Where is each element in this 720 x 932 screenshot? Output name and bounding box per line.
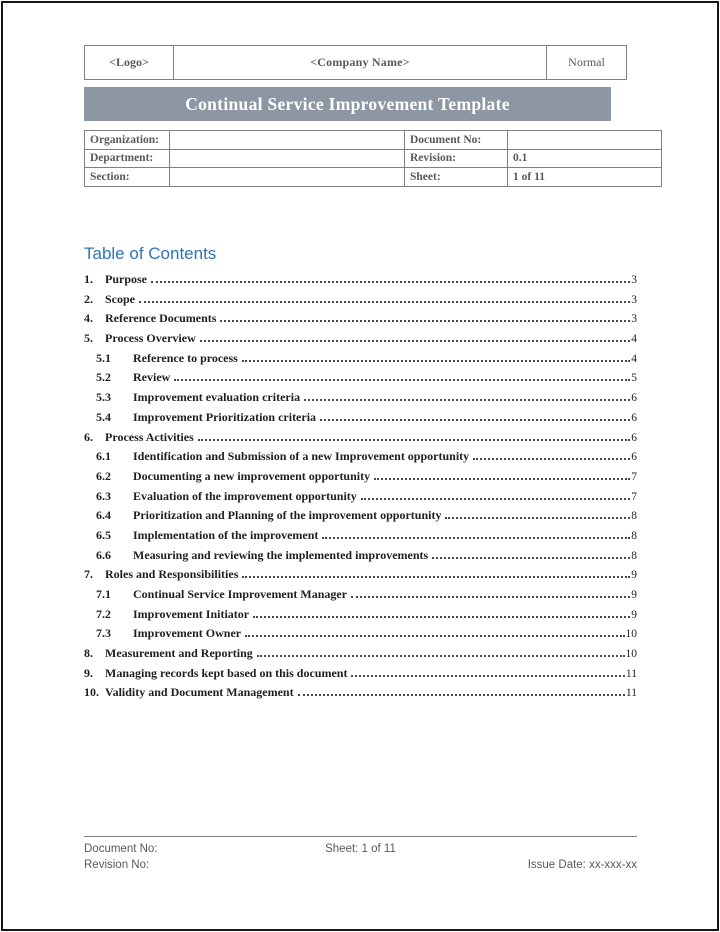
toc-entry-label: Roles and Responsibilities <box>105 567 239 582</box>
toc-entry-page: 9 <box>631 589 637 601</box>
toc-entry[interactable] <box>84 370 637 390</box>
toc-entry-label: Identification and Submission of a new Improvement opportunity <box>133 449 470 464</box>
toc-dot-leader <box>200 340 631 342</box>
document-info-table <box>84 130 662 187</box>
toc-entry-label: Documenting a new improvement opportunity <box>133 468 371 483</box>
info-label-left: Section: <box>85 168 170 187</box>
toc-entry[interactable] <box>84 430 637 450</box>
company-name-placeholder[interactable]: <Company Name> <box>174 46 547 80</box>
toc-entry-label: Implementation of the improvement <box>133 527 319 542</box>
toc-entry-label: Scope <box>105 291 135 306</box>
toc-entry-page: 4 <box>631 352 637 365</box>
toc-dot-leader <box>151 281 630 283</box>
toc-entry[interactable] <box>84 607 637 627</box>
toc-entry-number: 4. <box>84 311 93 326</box>
toc-entry-label: Improvement Initiator <box>133 606 250 621</box>
toc-entry-number: 7. <box>84 567 93 582</box>
toc-entry-number: 5.1 <box>96 350 111 365</box>
info-value-right[interactable]: 0.1 <box>508 149 662 168</box>
toc-dot-leader <box>242 360 630 362</box>
toc-entry-number: 8. <box>84 646 93 661</box>
toc-entry-number: 9. <box>84 665 93 680</box>
toc-entry[interactable] <box>84 587 637 607</box>
toc-title: Table of Contents <box>84 244 217 263</box>
toc-entry-page: 8 <box>631 529 637 542</box>
toc-entry-label: Improvement evaluation criteria <box>133 390 301 405</box>
info-value-left[interactable] <box>170 131 405 150</box>
toc-entry-page: 10 <box>625 628 637 641</box>
toc-entry-page: 11 <box>625 687 637 700</box>
toc-entry-page: 7 <box>631 470 637 483</box>
toc-entry-label: Reference to process <box>133 350 238 365</box>
toc-entry[interactable] <box>84 410 637 430</box>
toc-entry[interactable] <box>84 272 637 292</box>
toc-entry-page: 6 <box>631 411 637 424</box>
toc-entry-page: 6 <box>631 392 637 405</box>
info-label-right: Document No: <box>405 131 508 150</box>
toc-entry[interactable] <box>84 331 637 351</box>
toc-dot-leader <box>257 655 625 657</box>
footer-issue-date: Issue Date: xx-xxx-xx <box>527 859 637 871</box>
toc-entry-page: 9 <box>631 608 637 621</box>
toc-entry-number: 7.2 <box>96 606 111 621</box>
toc-entry-label: Review <box>133 370 171 385</box>
info-value-left[interactable] <box>170 168 405 187</box>
toc-entry-label: Validity and Document Management <box>105 685 294 700</box>
toc-entry-number: 5.4 <box>96 409 111 424</box>
info-row <box>85 149 662 168</box>
toc-entry-label: Purpose <box>105 272 147 286</box>
toc-entry-number: 6.4 <box>96 508 111 523</box>
toc-entry-page: 3 <box>631 274 637 286</box>
toc-entry-label: Process Overview <box>105 331 196 346</box>
toc-entry-label: Evaluation of the improvement opportunity <box>133 488 357 503</box>
toc-dot-leader <box>139 301 630 303</box>
toc-entry-label: Prioritization and Planning of the improvement opportunity <box>133 508 442 523</box>
toc-entry-number: 6. <box>84 429 93 444</box>
toc-entry[interactable] <box>84 567 637 587</box>
toc-entry[interactable] <box>84 646 637 666</box>
toc-entry[interactable] <box>84 390 637 410</box>
toc-entry-page: 5 <box>631 372 637 385</box>
toc-entry-label: Improvement Prioritization criteria <box>133 409 317 424</box>
document-title: Continual Service Improvement Template <box>185 93 510 114</box>
toc-dot-leader <box>242 576 630 578</box>
toc-entry-page: 9 <box>631 569 637 582</box>
toc-entry[interactable] <box>84 685 637 705</box>
toc-entry-number: 6.1 <box>96 449 111 464</box>
toc-entry-number: 6.2 <box>96 468 111 483</box>
toc-dot-leader <box>322 537 630 539</box>
toc-entry-number: 5. <box>84 331 93 346</box>
logo-placeholder[interactable]: <Logo> <box>85 46 174 80</box>
footer-spacer <box>453 841 637 857</box>
toc-entry-number: 10. <box>84 685 99 700</box>
toc-dot-leader <box>432 557 630 559</box>
toc-entry-page: 6 <box>631 431 637 444</box>
toc-dot-leader <box>220 320 630 322</box>
toc-dot-leader <box>361 498 630 500</box>
toc-entries <box>84 272 637 705</box>
document-title-banner <box>84 87 611 121</box>
footer-divider <box>84 836 637 837</box>
toc-entry-page: 10 <box>625 648 637 661</box>
toc-entry-number: 5.2 <box>96 370 111 385</box>
footer-spacer <box>268 857 452 873</box>
toc-dot-leader <box>298 694 625 696</box>
toc-entry[interactable] <box>84 626 637 646</box>
footer-sheet: Sheet: 1 of 11 <box>325 843 396 855</box>
toc-entry[interactable] <box>84 292 637 312</box>
toc-entry-label: Measuring and reviewing the implemented improvements <box>133 547 429 562</box>
toc-entry-page: 4 <box>631 333 637 346</box>
toc-entry-number: 6.3 <box>96 488 111 503</box>
toc-entry-label: Measurement and Reporting <box>105 646 253 661</box>
info-label-right: Sheet: <box>405 168 508 187</box>
table-of-contents <box>84 243 637 705</box>
footer-row-1 <box>84 841 637 857</box>
toc-entry-page: 8 <box>631 549 637 562</box>
toc-dot-leader <box>174 379 630 381</box>
info-row <box>85 131 662 150</box>
footer-revision-no: Revision No: <box>84 859 150 871</box>
toc-entry[interactable] <box>84 449 637 469</box>
toc-dot-leader <box>253 616 630 618</box>
toc-entry-label: Improvement Owner <box>133 626 242 641</box>
toc-entry-number: 2. <box>84 291 93 306</box>
toc-entry[interactable] <box>84 508 637 528</box>
toc-dot-leader <box>374 478 630 480</box>
toc-entry-label: Managing records kept based on this document <box>105 665 348 680</box>
toc-entry[interactable] <box>84 311 637 331</box>
toc-entry[interactable] <box>84 666 637 686</box>
page-footer <box>84 836 637 873</box>
toc-dot-leader <box>304 399 630 401</box>
toc-entry[interactable] <box>84 528 637 548</box>
info-row <box>85 168 662 187</box>
info-label-left: Department: <box>85 149 170 168</box>
toc-entry-label: Continual Service Improvement Manager <box>133 587 348 601</box>
toc-entry-number: 7.3 <box>96 626 111 641</box>
classification-label: Normal <box>547 46 627 80</box>
toc-entry-page: 3 <box>631 313 637 326</box>
toc-entry-label: Process Activities <box>105 429 194 444</box>
toc-dot-leader <box>320 419 630 421</box>
toc-entry[interactable] <box>84 351 637 371</box>
toc-dot-leader <box>198 439 630 441</box>
toc-entry-number: 1. <box>84 272 93 286</box>
info-label-left: Organization: <box>85 131 170 150</box>
toc-dot-leader <box>245 635 624 637</box>
header-table <box>84 45 627 80</box>
toc-dot-leader <box>351 675 624 677</box>
toc-entry-number: 6.6 <box>96 547 111 562</box>
toc-entry-number: 5.3 <box>96 390 111 405</box>
footer-row-2 <box>84 857 637 873</box>
toc-entry-page: 7 <box>631 490 637 503</box>
toc-dot-leader <box>351 596 630 598</box>
toc-dot-leader <box>445 517 630 519</box>
toc-entry-page: 6 <box>631 451 637 464</box>
info-value-right[interactable] <box>508 131 662 150</box>
toc-entry[interactable] <box>84 469 637 489</box>
toc-entry-page: 3 <box>631 293 637 306</box>
toc-entry-number: 7.1 <box>96 587 111 601</box>
info-value-left[interactable] <box>170 149 405 168</box>
toc-entry[interactable] <box>84 489 637 509</box>
info-label-right: Revision: <box>405 149 508 168</box>
info-value-right[interactable]: 1 of 11 <box>508 168 662 187</box>
header-row <box>85 46 627 80</box>
footer-document-no: Document No: <box>84 843 158 855</box>
toc-entry-number: 6.5 <box>96 527 111 542</box>
toc-entry-page: 11 <box>625 667 637 680</box>
toc-entry-page: 8 <box>631 510 637 523</box>
toc-entry[interactable] <box>84 548 637 568</box>
toc-dot-leader <box>473 458 630 460</box>
toc-entry-label: Reference Documents <box>105 311 217 326</box>
